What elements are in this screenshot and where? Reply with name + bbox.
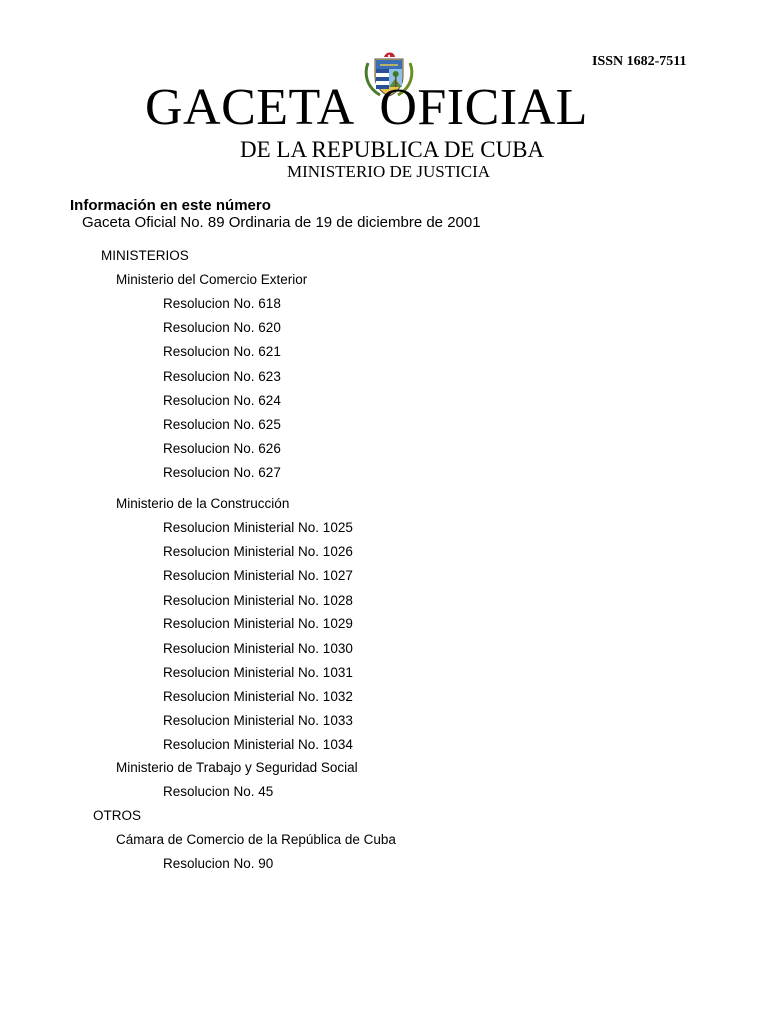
ministry-comercio-exterior: Ministerio del Comercio Exterior — [116, 272, 308, 287]
info-heading: Información en este número — [70, 197, 271, 214]
resolution-item: Resolucion No. 621 — [163, 344, 281, 359]
resolution-item: Resolucion Ministerial No. 1031 — [163, 665, 353, 680]
resolution-item: Resolucion Ministerial No. 1033 — [163, 713, 353, 728]
resolution-item: Resolucion Ministerial No. 1027 — [163, 568, 353, 583]
section-heading-otros: OTROS — [93, 808, 142, 823]
resolution-item: Resolucion No. 625 — [163, 417, 281, 432]
resolution-item: Resolucion No. 618 — [163, 296, 281, 311]
masthead-subtitle: DE LA REPUBLICA DE CUBA — [240, 137, 545, 162]
resolution-item: Resolucion Ministerial No. 1026 — [163, 544, 353, 559]
resolution-item: Resolucion Ministerial No. 1025 — [163, 520, 353, 535]
section-heading-ministerios: MINISTERIOS — [101, 248, 189, 263]
resolution-item: Resolucion No. 45 — [163, 784, 274, 799]
resolution-item: Resolucion No. 627 — [163, 465, 281, 480]
ministry-trabajo: Ministerio de Trabajo y Seguridad Social — [116, 760, 358, 775]
issue-line: Gaceta Oficial No. 89 Ordinaria de 19 de diciembre de 2001 — [82, 214, 481, 231]
ministry-construccion: Ministerio de la Construcción — [116, 496, 290, 511]
resolution-item: Resolucion Ministerial No. 1028 — [163, 593, 353, 608]
masthead-ministry: MINISTERIO DE JUSTICIA — [287, 162, 491, 181]
resolution-item: Resolucion No. 90 — [163, 856, 274, 871]
resolution-item: Resolucion No. 626 — [163, 441, 281, 456]
masthead-title: GACETA OFICIAL — [145, 79, 588, 136]
resolution-item: Resolucion Ministerial No. 1032 — [163, 689, 353, 704]
resolution-item: Resolucion Ministerial No. 1034 — [163, 737, 353, 752]
resolution-item: Resolucion No. 620 — [163, 320, 281, 335]
issn-number: ISSN 1682-7511 — [592, 54, 687, 69]
org-camara-comercio: Cámara de Comercio de la República de Cuba — [116, 832, 396, 847]
resolution-item: Resolucion Ministerial No. 1029 — [163, 616, 353, 631]
resolution-item: Resolucion Ministerial No. 1030 — [163, 641, 353, 656]
resolution-item: Resolucion No. 623 — [163, 369, 281, 384]
resolution-item: Resolucion No. 624 — [163, 393, 281, 408]
